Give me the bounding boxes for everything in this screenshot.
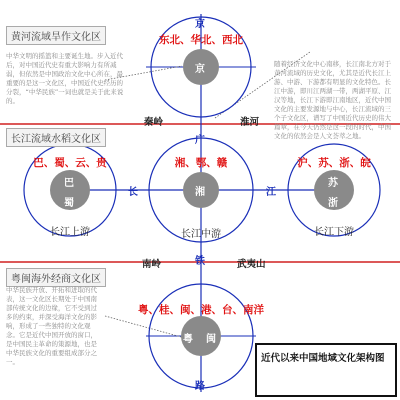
center-top-char: 广 <box>195 135 205 146</box>
section-desc-north: 中华文明的摇篮和主要诞生地。步入近代后，对中国近代史有重大影响力有所减弱，但依然是中国政治文化中心所在，最重要的是这一文化区，中国近代史经历的分裂，“中华民族”一词也就是关于此来说的。 <box>6 52 124 105</box>
legend-box <box>255 343 397 397</box>
south-region-label: 粤、桂、闽、港、台、南洋 <box>138 304 264 316</box>
center-region-label: 湘、鄂、赣 <box>174 157 228 169</box>
west-region-label: 巴、蜀、云、贵 <box>33 157 107 169</box>
east-caption: 长江下游 <box>314 227 354 238</box>
north-region-label: 东北、华北、西北 <box>159 34 243 46</box>
south-inner-left: 粤 <box>183 334 193 345</box>
place-wuyishan: 武夷山 <box>237 259 266 270</box>
axis-char-jiang: 江 <box>266 187 276 198</box>
south-inner-right: 闽 <box>206 334 216 345</box>
legend-title: 近代以来中国地域文化架构图 <box>261 353 385 364</box>
east-region-label: 沪、苏、浙、皖 <box>297 157 371 169</box>
east-inner-bottom: 浙 <box>328 198 338 209</box>
axis-char-chang: 长 <box>128 187 138 198</box>
place-nanling: 南岭 <box>142 259 162 270</box>
section-desc-middle: 随着经济文化中心南移，长江南北方对于黄河流域的历史文化，尤其是近代长江上游、中游、下游都有明显的文化特色。长江中游，即川江两湖一带，两湖平原、江汉等地，长江下游即江南地区，近代中国文化的主要发源地与中心，长江流域的三个子文化区，谱写了中国近代历史的伟大篇章，在今天仍然是这一段的时代，中国文化的依然会是人文荟萃之地。 <box>274 60 391 140</box>
west-inner-bottom: 蜀 <box>64 198 74 209</box>
section-title-south: 粤闽海外经商文化区 <box>6 268 106 287</box>
place-huaihe: 淮河 <box>240 117 260 128</box>
west-inner-top: 巴 <box>64 178 74 189</box>
center-inner-char: 湘 <box>195 187 205 198</box>
axis-char-tie: 铁 <box>195 256 205 267</box>
place-qinling: 秦岭 <box>144 117 164 128</box>
section-title-middle: 长江流域水稻文化区 <box>6 128 106 147</box>
axis-char-lu: 路 <box>195 381 205 392</box>
section-title-north: 黄河流域旱作文化区 <box>6 26 106 45</box>
east-inner-top: 苏 <box>328 178 338 189</box>
west-caption: 长江上游 <box>50 227 90 238</box>
north-top-char: 京 <box>195 19 205 30</box>
section-desc-south: 中华民族开放、开拓和进取的代表，这一文化区长期处于中国南部传统文化的边缘，它不受到过多的约束，并深受海洋文化的影响，形成了一些独特的文化观念。它是近代中国开放的窗口，是中国民主革命的策源地，也是中华民族文化的重要组成部分之一。 <box>6 286 97 366</box>
center-caption: 长江中游 <box>181 229 221 240</box>
north-inner-char: 京 <box>195 64 205 75</box>
pointer-line-south <box>105 316 185 338</box>
